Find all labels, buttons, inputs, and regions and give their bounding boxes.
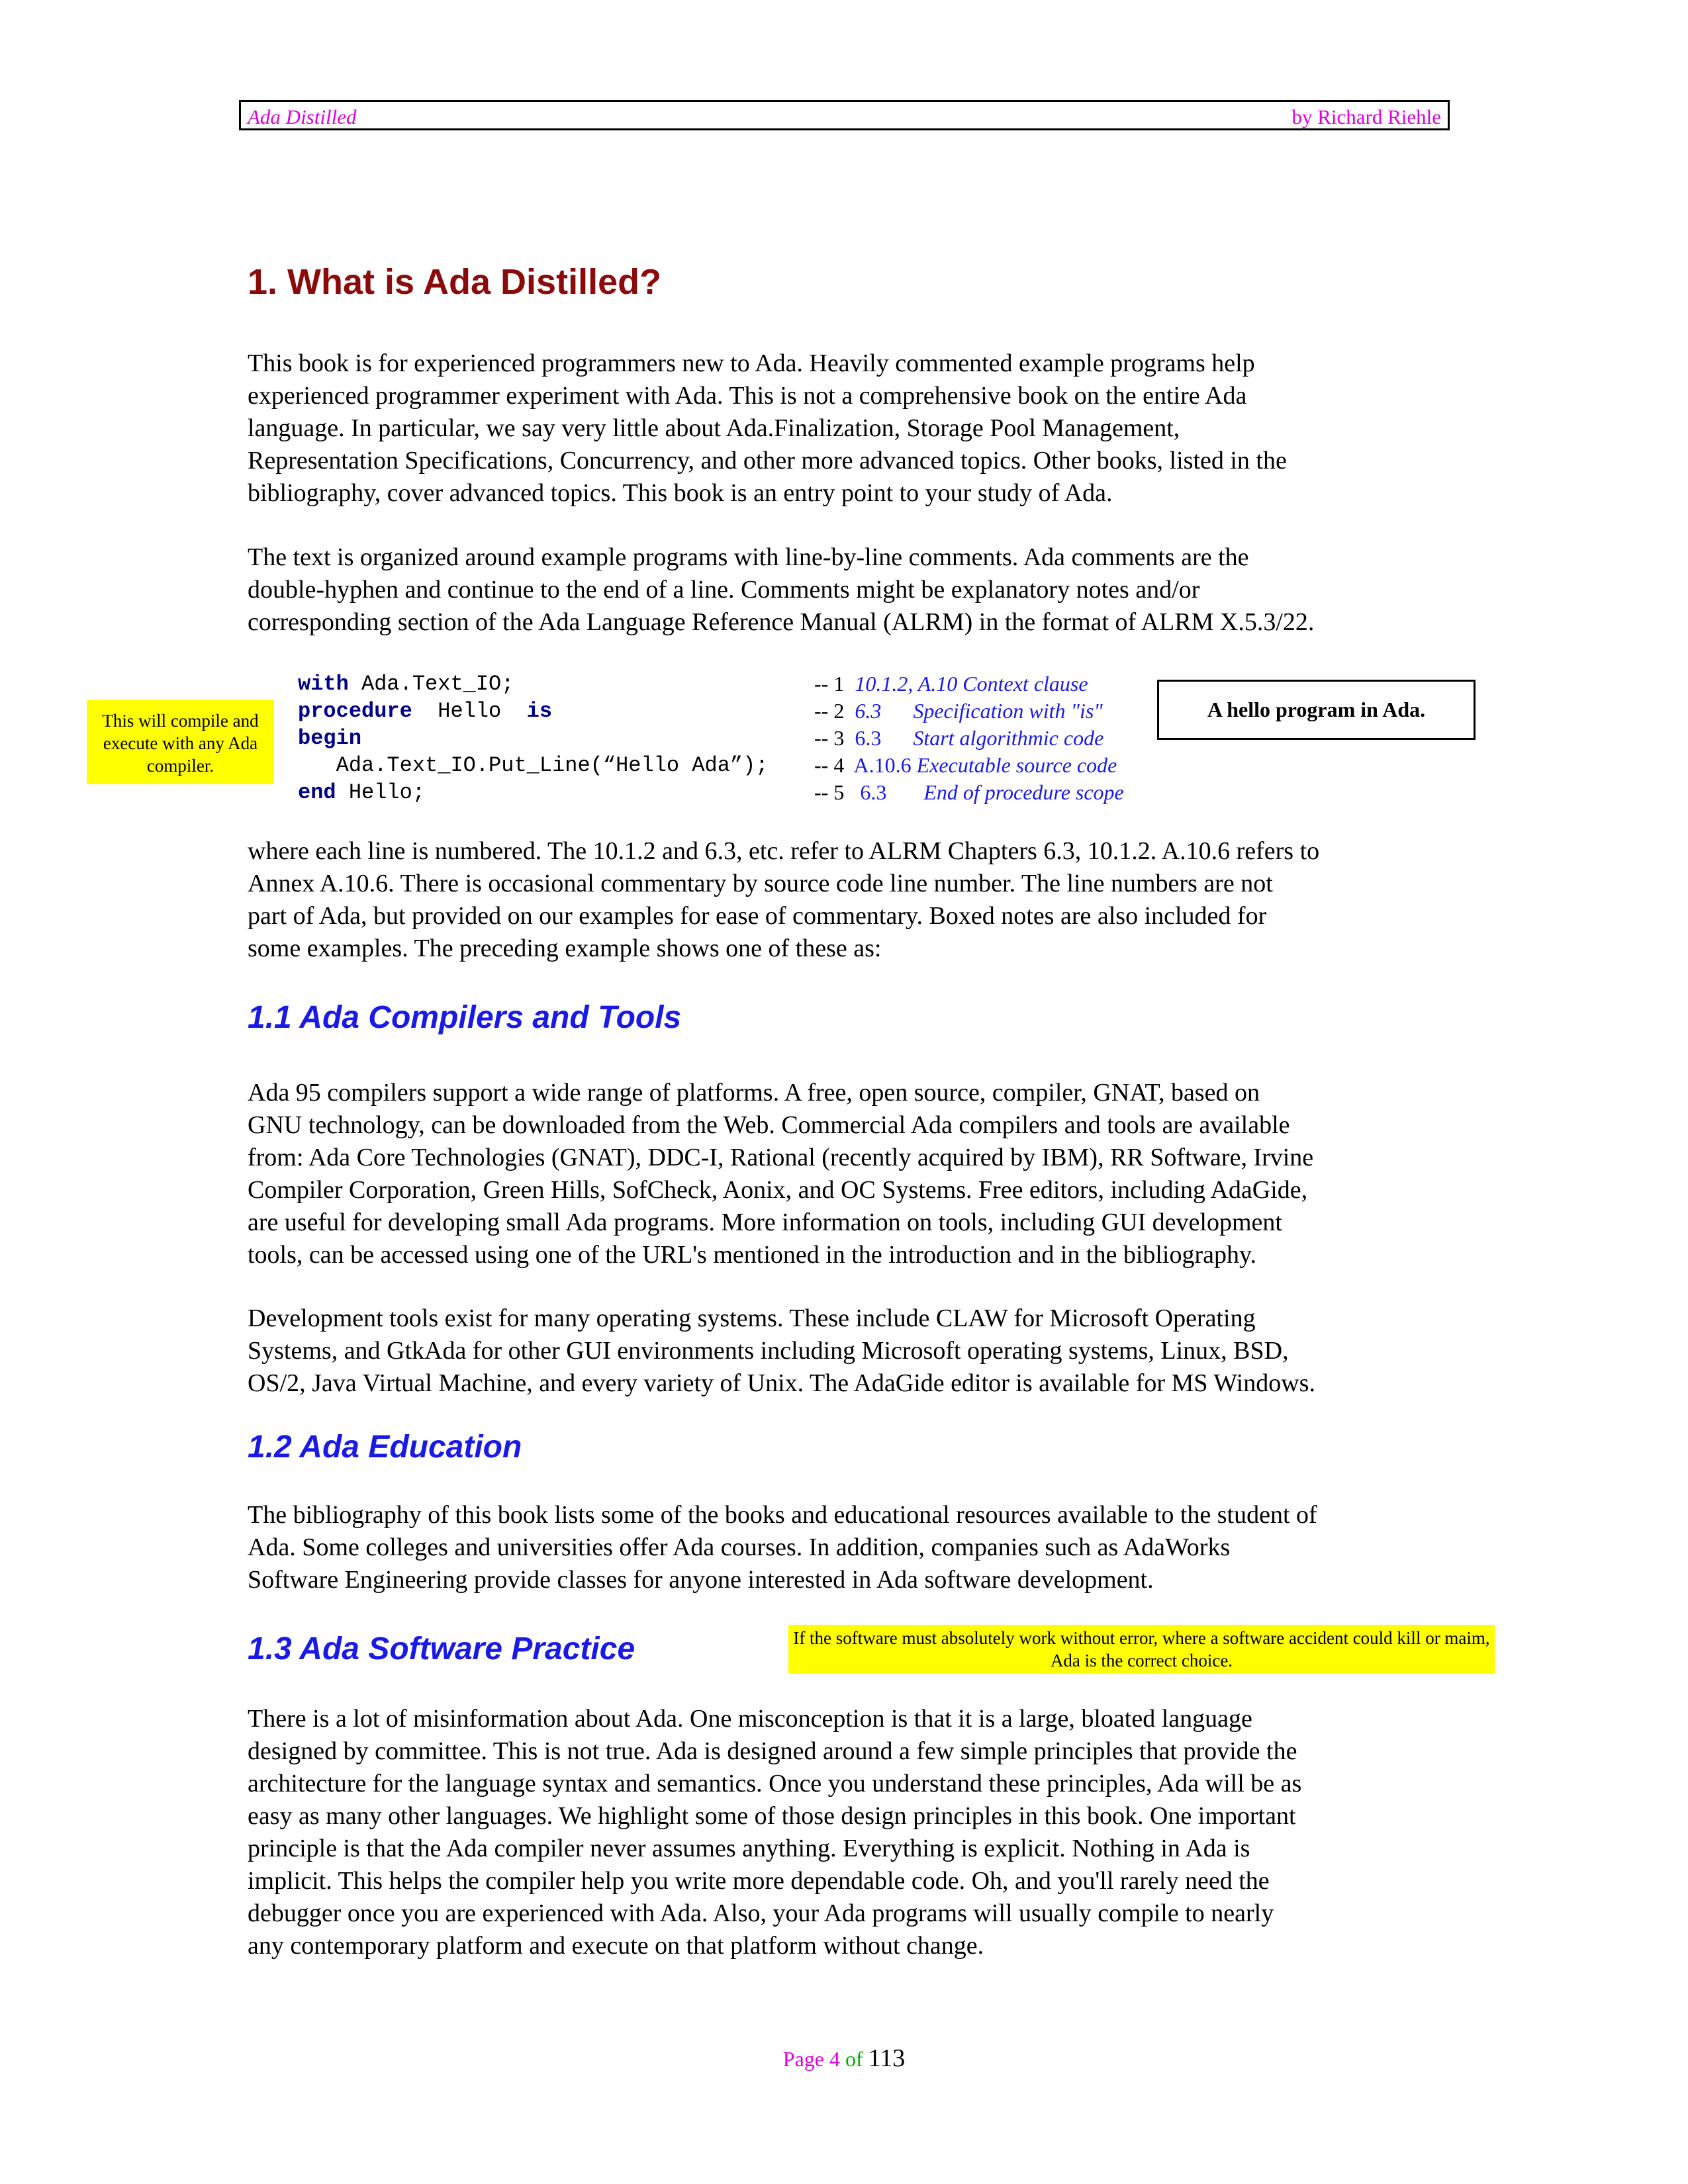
intro-line: The text is organized around example programs with line-by-line comments. Ada comments are the xyxy=(248,543,1249,571)
comment-prefix: -- 4 xyxy=(814,753,854,777)
comment-description: Start algorithmic code xyxy=(881,726,1104,750)
paragraph-line: any contemporary platform and execute on that platform without change. xyxy=(248,1932,984,1960)
section-heading-1-2: 1.2 Ada Education xyxy=(248,1430,522,1465)
paragraph-line: Systems, and GtkAda for other GUI environments including Microsoft operating systems, Linux, BSD, xyxy=(248,1337,1289,1365)
intro-line: corresponding section of the Ada Language Reference Manual (ALRM) in the format of ALRM X.5.3/22. xyxy=(248,608,1315,636)
comment-description: Context clause xyxy=(957,672,1088,696)
paragraph-line: some examples. The preceding example shows one of these as: xyxy=(248,934,882,962)
paragraph-line: architecture for the language syntax and semantics. Once you understand these principles, Ada will be as xyxy=(248,1770,1302,1797)
alrm-reference: 6.3 xyxy=(855,699,882,723)
alrm-reference: 6.3 xyxy=(860,780,887,804)
intro-line: This book is for experienced programmers new to Ada. Heavily commented example programs help xyxy=(248,349,1255,377)
page-number: Page 4 xyxy=(782,2047,840,2071)
comment-prefix: -- 1 xyxy=(814,672,855,696)
comment-description: End of procedure scope xyxy=(886,780,1124,804)
code-keyword: begin xyxy=(298,726,362,751)
paragraph-line: Software Engineering provide classes for anyone interested in Ada software development. xyxy=(248,1566,1154,1594)
chapter-title: 1. What is Ada Distilled? xyxy=(248,262,662,302)
paragraph-line: OS/2, Java Virtual Machine, and every variety of Unix. The AdaGide editor is available for MS Windows. xyxy=(248,1369,1315,1397)
intro-line: bibliography, cover advanced topics. This book is an entry point to your study of Ada. xyxy=(248,479,1113,507)
paragraph-line: Compiler Corporation, Green Hills, SofCheck, Aonix, and OC Systems. Free editors, including AdaGide, xyxy=(248,1176,1308,1204)
section-1-3-paragraph xyxy=(248,1703,1459,1962)
code-keyword: with xyxy=(298,672,349,696)
page-total: 113 xyxy=(868,2044,906,2072)
intro-line: experienced programmer experiment with Ada. This is not a comprehensive book on the entire Ada xyxy=(248,382,1247,410)
section-1-1-paragraph-2 xyxy=(248,1302,1459,1400)
paragraph-line: Ada. Some colleges and universities offer Ada courses. In addition, companies such as AdaWorks xyxy=(248,1533,1231,1561)
code-text: Ada.Text_IO.Put_Line(“Hello Ada”); xyxy=(298,753,769,778)
header-author: by Richard Riehle xyxy=(1291,105,1441,128)
hello-program-box: A hello program in Ada. xyxy=(1157,680,1476,740)
code-keyword: end xyxy=(298,780,336,805)
code-keyword: procedure xyxy=(298,699,412,723)
code-comments xyxy=(814,670,1124,806)
paragraph-line: The bibliography of this book lists some of the books and educational resources available to the student of xyxy=(248,1501,1317,1529)
comment-description: Executable source code xyxy=(911,753,1117,777)
code-text: Ada.Text_IO; xyxy=(348,672,514,696)
comment-prefix: -- 3 xyxy=(814,726,855,750)
page-of-label: of xyxy=(839,2047,868,2071)
paragraph-line: from: Ada Core Technologies (GNAT), DDC-I, Rational (recently acquired by IBM), RR Software, Irvine xyxy=(248,1144,1314,1171)
code-text: Hello; xyxy=(336,780,426,805)
paragraph-line: designed by committee. This is not true. Ada is designed around a few simple principles that provide the xyxy=(248,1737,1297,1765)
after-code-paragraph xyxy=(248,835,1459,965)
paragraph-line: tools, can be accessed using one of the URL's mentioned in the introduction and in the bibliography. xyxy=(248,1241,1257,1269)
section-heading-1-1: 1.1 Ada Compilers and Tools xyxy=(248,1000,682,1035)
paragraph-line: implicit. This helps the compiler help you write more dependable code. Oh, and you'll rarely need the xyxy=(248,1867,1270,1895)
running-header xyxy=(239,100,1450,130)
alrm-reference: A.10.6 xyxy=(853,753,912,777)
paragraph-line: Development tools exist for many operating systems. These include CLAW for Microsoft Operating xyxy=(248,1304,1256,1332)
alrm-reference: 6.3 xyxy=(855,726,882,750)
page-footer xyxy=(0,2044,1688,2073)
intro-line: double-hyphen and continue to the end of a line. Comments might be explanatory notes and/or xyxy=(248,576,1200,604)
intro-line: Representation Specifications, Concurrency, and other more advanced topics. Other books, listed in the xyxy=(248,447,1287,475)
header-book-title: Ada Distilled xyxy=(248,105,357,128)
comment-prefix: -- 2 xyxy=(814,699,855,723)
paragraph-line: part of Ada, but provided on our examples for ease of commentary. Boxed notes are also included for xyxy=(248,902,1267,930)
alrm-reference: 10.1.2, A.10 xyxy=(855,672,958,696)
paragraph-line: GNU technology, can be downloaded from the Web. Commercial Ada compilers and tools are available xyxy=(248,1111,1290,1139)
paragraph-line: are useful for developing small Ada programs. More information on tools, including GUI development xyxy=(248,1208,1282,1236)
intro-paragraph-2 xyxy=(248,541,1459,639)
paragraph-line: Annex A.10.6. There is occasional commentary by source code line number. The line numbers are not xyxy=(248,870,1273,897)
section-heading-1-3: 1.3 Ada Software Practice xyxy=(248,1631,635,1666)
paragraph-line: easy as many other languages. We highlight some of those design principles in this book. One important xyxy=(248,1802,1296,1830)
paragraph-line: principle is that the Ada compiler never assumes anything. Everything is explicit. Nothing in Ada is xyxy=(248,1835,1250,1862)
comment-description: Specification with "is" xyxy=(881,699,1103,723)
compile-note: This will compile and execute with any Ada compiler. xyxy=(87,700,274,784)
code-text: Hello xyxy=(412,699,527,723)
comment-prefix: -- 5 xyxy=(814,780,861,804)
code-keyword: is xyxy=(526,699,553,723)
paragraph-line: Ada 95 compilers support a wide range of platforms. A free, open source, compiler, GNAT, based on xyxy=(248,1079,1260,1107)
paragraph-line: There is a lot of misinformation about Ada. One misconception is that it is a large, bloated language xyxy=(248,1705,1252,1733)
intro-paragraph xyxy=(248,347,1459,510)
intro-line: language. In particular, we say very little about Ada.Finalization, Storage Pool Management, xyxy=(248,414,1180,442)
section-1-2-paragraph xyxy=(248,1499,1459,1596)
section-1-1-paragraph xyxy=(248,1077,1459,1271)
code-example xyxy=(298,670,769,806)
paragraph-line: debugger once you are experienced with Ada. Also, your Ada programs will usually compile to nearly xyxy=(248,1899,1274,1927)
paragraph-line: where each line is numbered. The 10.1.2 and 6.3, etc. refer to ALRM Chapters 6.3, 10.1.2. A.10.6 refers to xyxy=(248,837,1320,865)
correct-choice-note: If the software must absolutely work without error, where a software accident could kill or maim, Ada is the correct choice. xyxy=(788,1625,1495,1674)
